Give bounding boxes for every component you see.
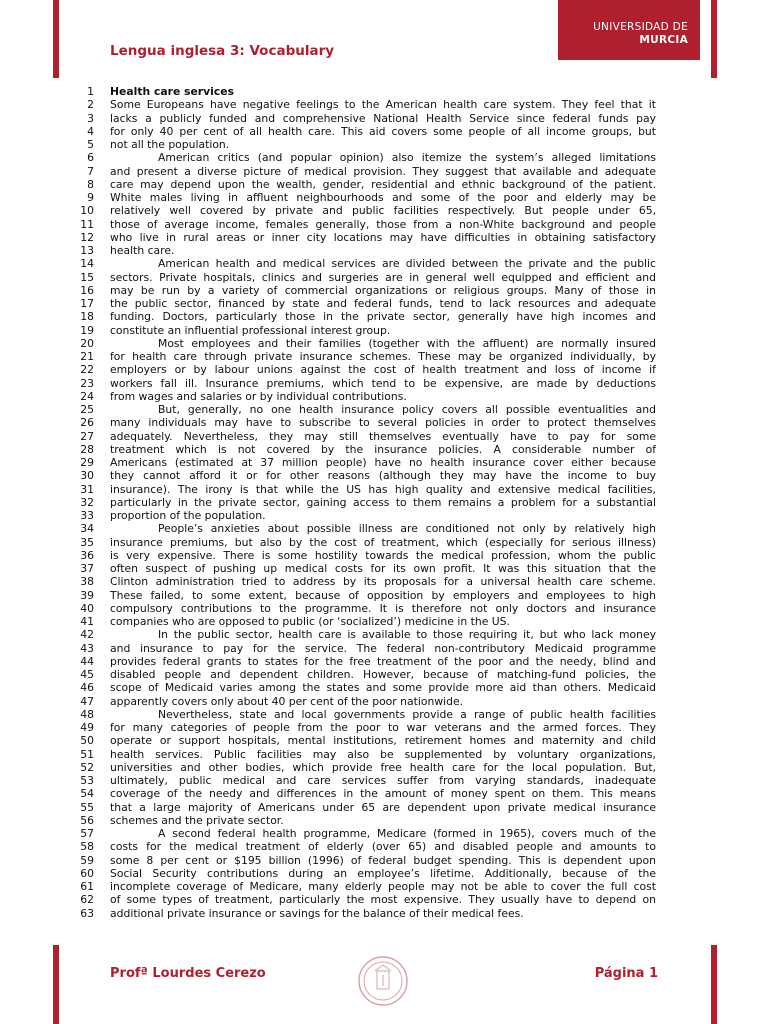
line-number: 16 xyxy=(80,283,94,297)
line-text: scope of Medicaid varies among the states and some provide more aid than others. Medicaid xyxy=(110,681,656,695)
text-line xyxy=(58,244,668,257)
line-text: some 8 per cent or $195 billion (1996) of federal budget spending. This is dependent upon xyxy=(110,853,656,867)
text-line xyxy=(58,138,668,151)
text-line xyxy=(58,218,668,231)
line-number: 52 xyxy=(80,760,94,774)
text-line xyxy=(58,814,668,827)
line-text: American critics (and popular opinion) also itemize the system’s alleged limitations xyxy=(158,151,656,165)
line-number: 42 xyxy=(80,628,94,642)
line-text: Americans (estimated at 37 million people) have no health insurance cover either because xyxy=(110,456,656,469)
text-line xyxy=(58,509,668,522)
header-title: Lengua inglesa 3: Vocabulary xyxy=(110,43,335,59)
line-number: 4 xyxy=(87,124,94,138)
line-number: 51 xyxy=(80,747,94,761)
text-line xyxy=(58,867,668,880)
line-text: In the public sector, health care is available to those requiring it, but who lack money xyxy=(158,628,656,642)
line-text: workers fall ill. Insurance premiums, which tend to be expensive, are made by deductions xyxy=(110,376,656,390)
line-text: insurance premiums, but also by the cost of treatment, which (especially for serious illness) xyxy=(110,535,656,549)
text-line xyxy=(58,655,668,668)
line-text: Some Europeans have negative feelings to the American health care system. They feel that it xyxy=(110,98,656,112)
line-text: for only 40 per cent of all health care. This aid covers some people of all income groups, but xyxy=(110,124,656,138)
text-line xyxy=(58,721,668,734)
line-number: 45 xyxy=(80,668,94,681)
line-text: for health care through private insurance schemes. These may be organized individually, by xyxy=(110,350,656,363)
line-number: 44 xyxy=(80,654,94,668)
line-text: lacks a publicly funded and comprehensive National Health Service since federal funds pay xyxy=(110,111,656,125)
line-number: 37 xyxy=(80,562,94,575)
line-text: costs for the medical treatment of elderly (over 65) and disabled people and amounts to xyxy=(110,840,656,854)
line-text: White males living in affluent neighbourhoods and some of the poor and elderly may be xyxy=(110,191,656,204)
line-number: 24 xyxy=(80,389,94,403)
line-text: disabled people and dependent children. However, because of matching-fund policies, the xyxy=(110,668,656,681)
university-seal-icon xyxy=(357,955,409,1007)
text-line xyxy=(58,787,668,800)
line-number: 31 xyxy=(80,482,94,496)
text-line xyxy=(58,893,668,906)
text-line xyxy=(58,748,668,761)
text-line xyxy=(58,522,668,535)
line-text: who live in rural areas or inner city locations may have difficulties in obtaining satisfactory xyxy=(110,230,656,244)
line-text: constitute an influential professional interest group. xyxy=(110,323,391,337)
line-number: 38 xyxy=(80,575,94,589)
line-number: 32 xyxy=(80,495,94,509)
line-text: that a large majority of Americans under 65 are dependent upon private medical insurance xyxy=(110,800,656,814)
text-line xyxy=(58,695,668,708)
line-number: 43 xyxy=(80,641,94,655)
text-line xyxy=(58,681,668,694)
line-text: People’s anxieties about possible illness are conditioned not only by relatively high xyxy=(158,522,656,536)
bottom-right-accent-bar xyxy=(711,945,717,1024)
text-line xyxy=(58,403,668,416)
line-number: 9 xyxy=(87,191,94,204)
text-line xyxy=(58,257,668,270)
line-text: from wages and salaries or by individual contributions. xyxy=(110,389,407,403)
text-line xyxy=(58,589,668,602)
text-line xyxy=(58,615,668,628)
line-text: they cannot afford it or for other reasons (although they may have the income to buy xyxy=(110,469,656,483)
line-text: insurance). The irony is that while the US has high quality and extensive medical facilities, xyxy=(110,482,656,496)
line-number: 39 xyxy=(80,588,94,602)
line-text: relatively well covered by private and public facilities respectively. But people under 65, xyxy=(110,204,656,218)
bottom-left-accent-bar xyxy=(53,945,59,1024)
line-text: not all the population. xyxy=(110,138,230,151)
line-text: treatment which is not covered by the insurance policies. A considerable number of xyxy=(110,442,656,456)
line-number: 2 xyxy=(87,98,94,112)
text-line xyxy=(58,668,668,681)
text-line xyxy=(58,151,668,164)
line-number: 34 xyxy=(80,522,94,536)
line-text: schemes and the private sector. xyxy=(110,813,284,827)
text-line xyxy=(58,840,668,853)
footer-author: Profª Lourdes Cerezo xyxy=(110,966,266,981)
line-number: 48 xyxy=(80,707,94,721)
line-number: 13 xyxy=(80,244,94,257)
line-text: operate or support hospitals, mental institutions, retirement homes and maternity and child xyxy=(110,734,656,748)
footer-page-number: Página 1 xyxy=(594,966,658,981)
text-line xyxy=(58,642,668,655)
text-line xyxy=(58,350,668,363)
line-text: adequately. Nevertheless, they may still themselves eventually have to pay for some xyxy=(110,429,656,443)
line-text: often suspect of pushing up medical costs for its own profit. It was this situation that the xyxy=(110,562,656,575)
line-text: additional private insurance or savings for the balance of their medical fees. xyxy=(110,906,524,920)
university-logo xyxy=(558,0,700,60)
line-number: 47 xyxy=(80,694,94,708)
line-number: 59 xyxy=(80,853,94,867)
line-number: 22 xyxy=(80,363,94,377)
text-line xyxy=(58,734,668,747)
line-number: 36 xyxy=(80,548,94,562)
line-number: 11 xyxy=(80,217,94,231)
line-number: 58 xyxy=(80,840,94,854)
line-number: 25 xyxy=(80,403,94,416)
text-line xyxy=(58,708,668,721)
line-number: 49 xyxy=(80,721,94,734)
line-number: 28 xyxy=(80,442,94,456)
line-number: 20 xyxy=(80,336,94,350)
text-line xyxy=(58,324,668,337)
line-number: 14 xyxy=(80,257,94,271)
line-text: Clinton administration tried to address by its proposals for a universal health care scheme. xyxy=(110,575,656,589)
line-text: ultimately, public medical and care services suffer from varying standards, inadequate xyxy=(110,774,656,787)
line-text: apparently covers only about 40 per cent of the poor nationwide. xyxy=(110,694,464,708)
line-text: is very expensive. There is some hostility towards the medical profession, whom the public xyxy=(110,548,656,562)
line-number: 26 xyxy=(80,416,94,430)
text-line xyxy=(58,178,668,191)
line-number: 60 xyxy=(80,866,94,880)
line-number: 56 xyxy=(80,813,94,827)
line-text: health services. Public facilities may also be supplemented by voluntary organizations, xyxy=(110,747,656,761)
line-text: coverage of the needy and differences in the amount of money spent on them. This means xyxy=(110,787,656,801)
text-line xyxy=(58,443,668,456)
line-number: 23 xyxy=(80,376,94,390)
line-number: 61 xyxy=(80,880,94,893)
text-line xyxy=(58,761,668,774)
line-number: 33 xyxy=(80,509,94,522)
top-right-accent-bar xyxy=(711,0,717,78)
text-line xyxy=(58,416,668,429)
line-text: These failed, to some extent, because of opposition by employers and employees to high xyxy=(110,588,656,602)
text-line xyxy=(58,125,668,138)
text-line xyxy=(58,363,668,376)
text-line xyxy=(58,549,668,562)
line-text: and insurance to pay for the service. The federal non-contributory Medicaid programme xyxy=(110,641,656,655)
line-text: American health and medical services are divided between the private and the public xyxy=(158,257,656,271)
line-number: 19 xyxy=(80,323,94,337)
line-text: of some types of treatment, particularly the most expensive. They usually have to depend on xyxy=(110,893,656,907)
line-number: 40 xyxy=(80,601,94,615)
text-line xyxy=(58,191,668,204)
text-line xyxy=(58,85,668,98)
line-text: Social Security contributions during an employee’s lifetime. Additionally, because of the xyxy=(110,866,656,880)
text-line xyxy=(58,297,668,310)
line-number: 8 xyxy=(87,177,94,191)
line-text: funding. Doctors, particularly those in the private sector, generally have high incomes and xyxy=(110,310,656,324)
text-line xyxy=(58,98,668,111)
text-line xyxy=(58,390,668,403)
line-number: 6 xyxy=(87,151,94,165)
line-number: 50 xyxy=(80,734,94,748)
text-line xyxy=(58,801,668,814)
line-text: many individuals may have to subscribe to several policies in order to protect themselves xyxy=(110,416,656,430)
line-number: 35 xyxy=(80,535,94,549)
text-line xyxy=(58,854,668,867)
text-line xyxy=(58,562,668,575)
line-number: 46 xyxy=(80,681,94,695)
text-line xyxy=(58,310,668,323)
text-line xyxy=(58,628,668,641)
text-line xyxy=(58,231,668,244)
line-number: 5 xyxy=(87,138,94,151)
text-line xyxy=(58,575,668,588)
line-number: 7 xyxy=(87,164,94,178)
line-text: companies who are opposed to public (or ‘socialized’) medicine in the US. xyxy=(110,615,510,628)
line-text: incomplete coverage of Medicare, many elderly people may not be able to cover the full cost xyxy=(110,880,656,893)
text-line xyxy=(58,337,668,350)
line-number: 10 xyxy=(80,204,94,218)
text-line xyxy=(58,907,668,920)
line-number: 29 xyxy=(80,456,94,469)
line-text: Most employees and their families (together with the affluent) are normally insured xyxy=(158,336,656,350)
line-number: 21 xyxy=(80,350,94,363)
line-text: health care. xyxy=(110,244,175,257)
text-line xyxy=(58,536,668,549)
text-line xyxy=(58,774,668,787)
line-number: 15 xyxy=(80,270,94,284)
text-line xyxy=(58,271,668,284)
text-line xyxy=(58,377,668,390)
text-line xyxy=(58,456,668,469)
text-line xyxy=(58,284,668,297)
logo-line1: UNIVERSIDAD DE xyxy=(593,21,688,33)
line-number: 57 xyxy=(80,827,94,840)
text-line xyxy=(58,827,668,840)
section-heading: Health care services xyxy=(110,85,235,98)
line-number: 62 xyxy=(80,893,94,907)
line-text: the public sector, financed by state and federal funds, tend to lack resources and adequate xyxy=(110,297,656,310)
document-body xyxy=(58,85,668,920)
line-number: 63 xyxy=(80,906,94,920)
line-text: A second federal health programme, Medicare (formed in 1965), covers much of the xyxy=(158,827,656,840)
text-line xyxy=(58,430,668,443)
line-text: universities and other bodies, which provide free health care for the local population. But, xyxy=(110,760,656,774)
text-line xyxy=(58,496,668,509)
line-number: 1 xyxy=(87,85,94,98)
text-line xyxy=(58,112,668,125)
line-text: and present a diverse picture of medical provision. They suggest that available and adequate xyxy=(110,164,656,178)
top-left-accent-bar xyxy=(53,0,59,78)
line-text: may be run by a variety of commercial organizations or religious groups. Many of those in xyxy=(110,283,656,297)
line-number: 41 xyxy=(80,615,94,628)
line-text: compulsory contributions to the programme. It is therefore not only doctors and insurance xyxy=(110,601,656,615)
line-text: particularly in the private sector, gaining access to them remains a problem for a substantial xyxy=(110,495,656,509)
text-line xyxy=(58,880,668,893)
line-text: proportion of the population. xyxy=(110,509,266,522)
text-line xyxy=(58,204,668,217)
line-number: 12 xyxy=(80,230,94,244)
line-text: employers or by labour unions against the cost of health treatment and loss of income if xyxy=(110,363,656,377)
line-text: for many categories of people from the poor to war veterans and the armed forces. They xyxy=(110,721,656,734)
line-number: 27 xyxy=(80,429,94,443)
line-text: Nevertheless, state and local governments provide a range of public health facilities xyxy=(158,707,656,721)
logo-line2: MURCIA xyxy=(639,34,688,46)
text-line xyxy=(58,469,668,482)
text-line xyxy=(58,483,668,496)
line-number: 53 xyxy=(80,774,94,787)
line-text: But, generally, no one health insurance policy covers all possible eventualities and xyxy=(158,403,656,416)
line-text: those of average income, females generally, those from a non-White background and people xyxy=(110,217,656,231)
line-text: care may depend upon the wealth, gender, residential and ethnic background of the patient. xyxy=(110,177,656,191)
line-text: sectors. Private hospitals, clinics and surgeries are in general well equipped and efficient and xyxy=(110,270,656,284)
line-number: 3 xyxy=(87,111,94,125)
line-number: 54 xyxy=(80,787,94,801)
line-number: 30 xyxy=(80,469,94,483)
line-text: provides federal grants to states for the free treatment of the poor and the needy, blind and xyxy=(110,654,656,668)
line-number: 18 xyxy=(80,310,94,324)
line-number: 55 xyxy=(80,800,94,814)
line-number: 17 xyxy=(80,297,94,310)
text-line xyxy=(58,602,668,615)
text-line xyxy=(58,165,668,178)
